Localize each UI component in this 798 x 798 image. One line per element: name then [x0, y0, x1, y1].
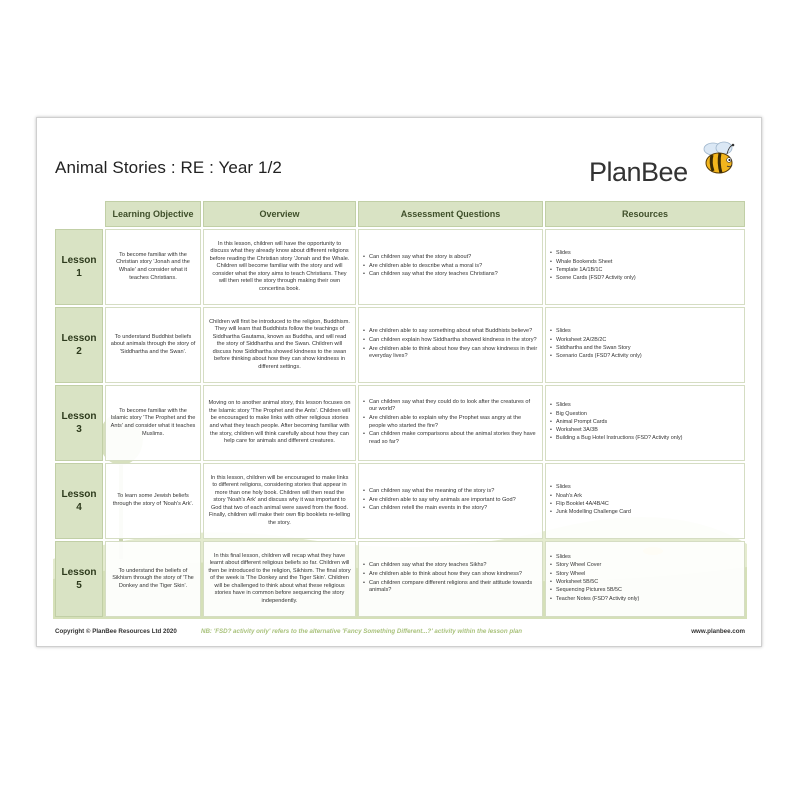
assessment-questions-cell [358, 307, 543, 383]
assessment-questions-cell [358, 229, 543, 305]
table-row [55, 541, 745, 617]
resources-cell [545, 541, 745, 617]
list-item: • Worksheet 2A/2B/2C [550, 337, 740, 344]
header-learning-objective: Learning Objective [105, 201, 201, 227]
overview-cell: In this lesson, children will have the opportunity to discuss what they already know about different religions before reading the Christian story 'Jonah and the Whale. Children will become familiar with the story and will consider what the story aims to teach Christians. They will then retell the story through making their own concertina book. [203, 229, 356, 305]
overview-cell: In this lesson, children will be encouraged to make links to different religions, considering stories that appear in more than one holy book. Children will then read the story 'Noah's Ark' and discuss why it was important to God that two of each animal were saved from the flood. Finally, children will make their own flip booklets re-telling the story. [203, 463, 356, 539]
list-item: • Are children able to describe what a moral is? [363, 263, 538, 271]
list-item: • Whale Bookends Sheet [550, 259, 740, 266]
resources-cell [545, 385, 745, 461]
list-item: • Slides [550, 484, 740, 491]
list-item: • Slides [550, 250, 740, 257]
list-item: • Slides [550, 554, 740, 561]
website-link[interactable]: www.planbee.com [691, 628, 745, 635]
list-item: • Flip Booklet 4A/4B/4C [550, 501, 740, 508]
header-assessment-questions: Assessment Questions [358, 201, 543, 227]
lesson-label: Lesson 1 [55, 229, 103, 305]
list-item: • Building a Bug Hotel Instructions (FSD? Activity only) [550, 435, 740, 442]
list-item: • Noah's Ark [550, 493, 740, 500]
list-item: • Can children say what the story teaches Christians? [363, 271, 538, 279]
list-item: • Are children able to think about how they can show kindness in their everyday lives? [363, 346, 538, 361]
header-blank-cell [55, 201, 103, 227]
header-overview: Overview [203, 201, 356, 227]
table-row [55, 385, 745, 461]
resources-cell [545, 229, 745, 305]
copyright-text: Copyright © PlanBee Resources Ltd 2020 [55, 628, 177, 635]
learning-objective-cell: To learn some Jewish beliefs through the story of 'Noah's Ark'. [105, 463, 201, 539]
list-item: • Are children able to explain why the Prophet was angry at the people who started the fire? [363, 415, 538, 430]
list-item: • Scenario Cards (FSD? Activity only) [550, 353, 740, 360]
list-item: • Template 1A/1B/1C [550, 267, 740, 274]
lesson-label: Lesson 3 [55, 385, 103, 461]
list-item: • Can children make comparisons about the animal stories they have read so far? [363, 431, 538, 446]
lesson-label: Lesson 2 [55, 307, 103, 383]
list-item: • Sequencing Pictures 5B/5C [550, 587, 740, 594]
table-row [55, 229, 745, 305]
list-item: • Are children able to think about how they can show kindness? [363, 571, 538, 579]
learning-objective-cell: To become familiar with the Islamic story 'The Prophet and the Ants' and consider what it teaches Muslims. [105, 385, 201, 461]
list-item: • Animal Prompt Cards [550, 419, 740, 426]
overview-cell: Moving on to another animal story, this lesson focuses on the Islamic story 'The Prophet and the Ants'. Children will be encouraged to make links with other religious stories and what they teach people. After becoming familiar with the story, children will think carefully about how they can help care for animals and different creatures. [203, 385, 356, 461]
learning-objective-cell: To understand Buddhist beliefs about animals through the story of 'Siddhartha and the Swan'. [105, 307, 201, 383]
list-item: • Big Question [550, 411, 740, 418]
lesson-table [53, 199, 747, 619]
assessment-questions-cell [358, 463, 543, 539]
lesson-label: Lesson 5 [55, 541, 103, 617]
overview-cell: In this final lesson, children will recap what they have learnt about different religious beliefs so far. Children will then be introduced to the religion, Sikhism. The final story of the week is 'The Donkey and the Tiger Skin'. Children will be challenged to think about what these religious stories have in common before sequencing the story independently. [203, 541, 356, 617]
list-item: • Can children compare different religions and their attitude towards animals? [363, 580, 538, 595]
fsd-note: NB: 'FSD? activity only' refers to the alternative 'Fancy Something Different...?' activity within the lesson plan [201, 628, 523, 635]
bee-icon [693, 140, 739, 178]
list-item: • Can children explain how Siddhartha showed kindness in the story? [363, 337, 538, 345]
page-title: Animal Stories : RE : Year 1/2 [55, 158, 282, 177]
planbee-logo [589, 140, 739, 188]
learning-objective-cell: To understand the beliefs of Sikhism through the story of 'The Donkey and the Tiger Skin'. [105, 541, 201, 617]
list-item: • Worksheet 3A/3B [550, 427, 740, 434]
header-resources: Resources [545, 201, 745, 227]
lesson-plan-sheet [36, 117, 762, 647]
logo-text: PlanBee [589, 157, 688, 187]
list-item: • Slides [550, 402, 740, 409]
lesson-label: Lesson 4 [55, 463, 103, 539]
table-row [55, 463, 745, 539]
learning-objective-cell: To become familiar with the Christian story 'Jonah and the Whale' and consider what it teaches Christians. [105, 229, 201, 305]
list-item: • Can children retell the main events in the story? [363, 505, 538, 513]
list-item: • Can children say what the meaning of the story is? [363, 488, 538, 496]
list-item: • Story Wheel [550, 571, 740, 578]
list-item: • Teacher Notes (FSD? Activity only) [550, 596, 740, 603]
resources-cell [545, 307, 745, 383]
list-item: • Scene Cards (FSD? Activity only) [550, 275, 740, 282]
table-row [55, 307, 745, 383]
list-item: • Junk Modelling Challenge Card [550, 509, 740, 516]
overview-cell: Children will first be introduced to the religion, Buddhism. They will learn that Buddhists follow the teachings of Siddhartha Gautama, known as Buddha, and will read the story of Siddhartha and the Swan. Children will discuss how Siddhartha showed kindness to the swan before thinking about how they can show kindness in different settings. [203, 307, 356, 383]
list-item: • Are children able to say something about what Buddhists believe? [363, 328, 538, 336]
assessment-questions-cell [358, 541, 543, 617]
lesson-table-area [53, 199, 747, 619]
list-item: • Slides [550, 328, 740, 335]
list-item: • Siddhartha and the Swan Story [550, 345, 740, 352]
assessment-questions-cell [358, 385, 543, 461]
list-item: • Are children able to say why animals are important to God? [363, 497, 538, 505]
resources-cell [545, 463, 745, 539]
list-item: • Can children say what they could do to look after the creatures of our world? [363, 399, 538, 414]
list-item: • Can children say what the story is about? [363, 254, 538, 262]
list-item: • Worksheet 5B/5C [550, 579, 740, 586]
footer [55, 628, 745, 640]
list-item: • Can children say what the story teaches Sikhs? [363, 562, 538, 570]
list-item: • Story Wheel Cover [550, 562, 740, 569]
